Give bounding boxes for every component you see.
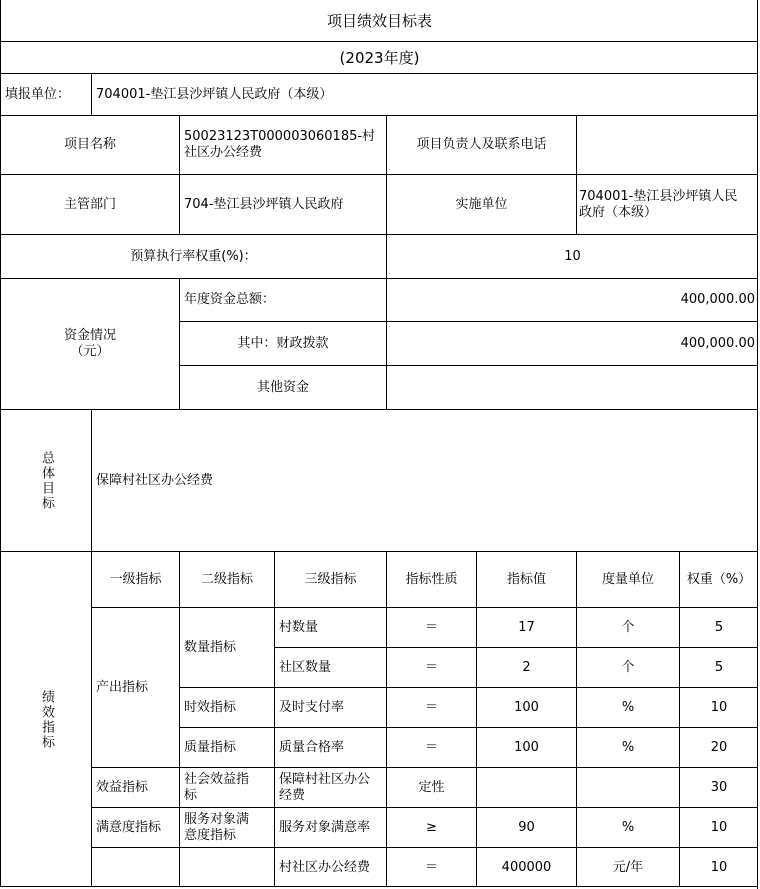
contact-label: 项目负责人及联系电话 [386,115,576,174]
table-title: 项目绩效目标表 [0,0,758,41]
row-value: 400000 [476,847,576,887]
contact-value [576,115,758,174]
row-value: 17 [476,607,576,647]
row-nature: ＝ [386,607,476,647]
project-name-value: 50023123T000003060185-村 社区办公经费 [179,115,386,174]
l1-benefit: 效益指标 [91,767,179,807]
funds-label: 资金情况 （元） [0,278,179,409]
row-nature: ≥ [386,807,476,847]
header-level3: 三级指标 [274,551,386,607]
indicators-label: 绩效指标 [39,689,54,750]
row-weight: 30 [679,767,758,807]
l1-empty [91,847,179,887]
row-value: 100 [476,727,576,767]
impl-value: 704001-垫江县沙坪镇人民 政府（本级） [576,174,758,234]
row-unit: % [576,727,679,767]
fill-unit-label: 填报单位： [0,73,91,115]
row-value: 2 [476,647,576,687]
funds-fiscal-value: 400,000.00 [386,321,758,365]
fill-unit-value: 704001-垫江县沙坪镇人民政府（本级） [91,73,758,115]
funds-fiscal-label: 其中：财政拨款 [179,321,386,365]
budget-weight-value: 10 [386,234,758,278]
row-unit [576,767,679,807]
row-weight: 5 [679,647,758,687]
row-nature: ＝ [386,687,476,727]
row-unit: 个 [576,647,679,687]
table-bottom-border [0,886,758,887]
header-level2: 二级指标 [179,551,274,607]
header-nature: 指标性质 [386,551,476,607]
row-name: 质量合格率 [274,727,386,767]
l2-timeliness: 时效指标 [179,687,274,727]
row-name: 社区数量 [274,647,386,687]
row-name: 村数量 [274,607,386,647]
overall-goal-label: 总体目标 [39,450,54,511]
row-value: 90 [476,807,576,847]
overall-goal-label-cell [0,409,91,551]
l2-service-satisfaction: 服务对象满 意度指标 [179,807,274,847]
row-weight: 10 [679,847,758,887]
row-name: 及时支付率 [274,687,386,727]
l2-social-benefit: 社会效益指 标 [179,767,274,807]
row-name: 村社区办公经费 [274,847,386,887]
row-unit: % [576,687,679,727]
row-name: 保障村社区办公 经费 [274,767,386,807]
row-value: 100 [476,687,576,727]
l1-satisfaction: 满意度指标 [91,807,179,847]
dept-value: 704-垫江县沙坪镇人民政府 [179,174,386,234]
row-value [476,767,576,807]
funds-total-value: 400,000.00 [386,278,758,321]
row-unit: 个 [576,607,679,647]
table-year: (2023年度) [0,41,758,73]
l2-quantity: 数量指标 [179,607,274,687]
l2-quality: 质量指标 [179,727,274,767]
l2-empty [179,847,274,887]
project-name-label: 项目名称 [0,115,179,174]
row-nature: ＝ [386,647,476,687]
row-weight: 10 [679,687,758,727]
row-nature: ＝ [386,847,476,887]
l1-output: 产出指标 [91,607,179,767]
dept-label: 主管部门 [0,174,179,234]
funds-other-label: 其他资金 [179,365,386,409]
funds-other-value [386,365,758,409]
header-level1: 一级指标 [91,551,179,607]
header-weight: 权重（%） [679,551,758,607]
table-right-border [757,0,758,889]
header-unit: 度量单位 [576,551,679,607]
indicators-label-cell [0,551,91,887]
budget-weight-label: 预算执行率权重(%)： [0,234,386,278]
header-value: 指标值 [476,551,576,607]
row-nature: ＝ [386,727,476,767]
row-nature: 定性 [386,767,476,807]
funds-total-label: 年度资金总额： [179,278,386,321]
impl-label: 实施单位 [386,174,576,234]
row-weight: 5 [679,607,758,647]
row-name: 服务对象满意率 [274,807,386,847]
overall-goal-value: 保障村社区办公经费 [91,409,758,551]
row-unit: 元/年 [576,847,679,887]
row-unit: % [576,807,679,847]
row-weight: 10 [679,807,758,847]
row-weight: 20 [679,727,758,767]
